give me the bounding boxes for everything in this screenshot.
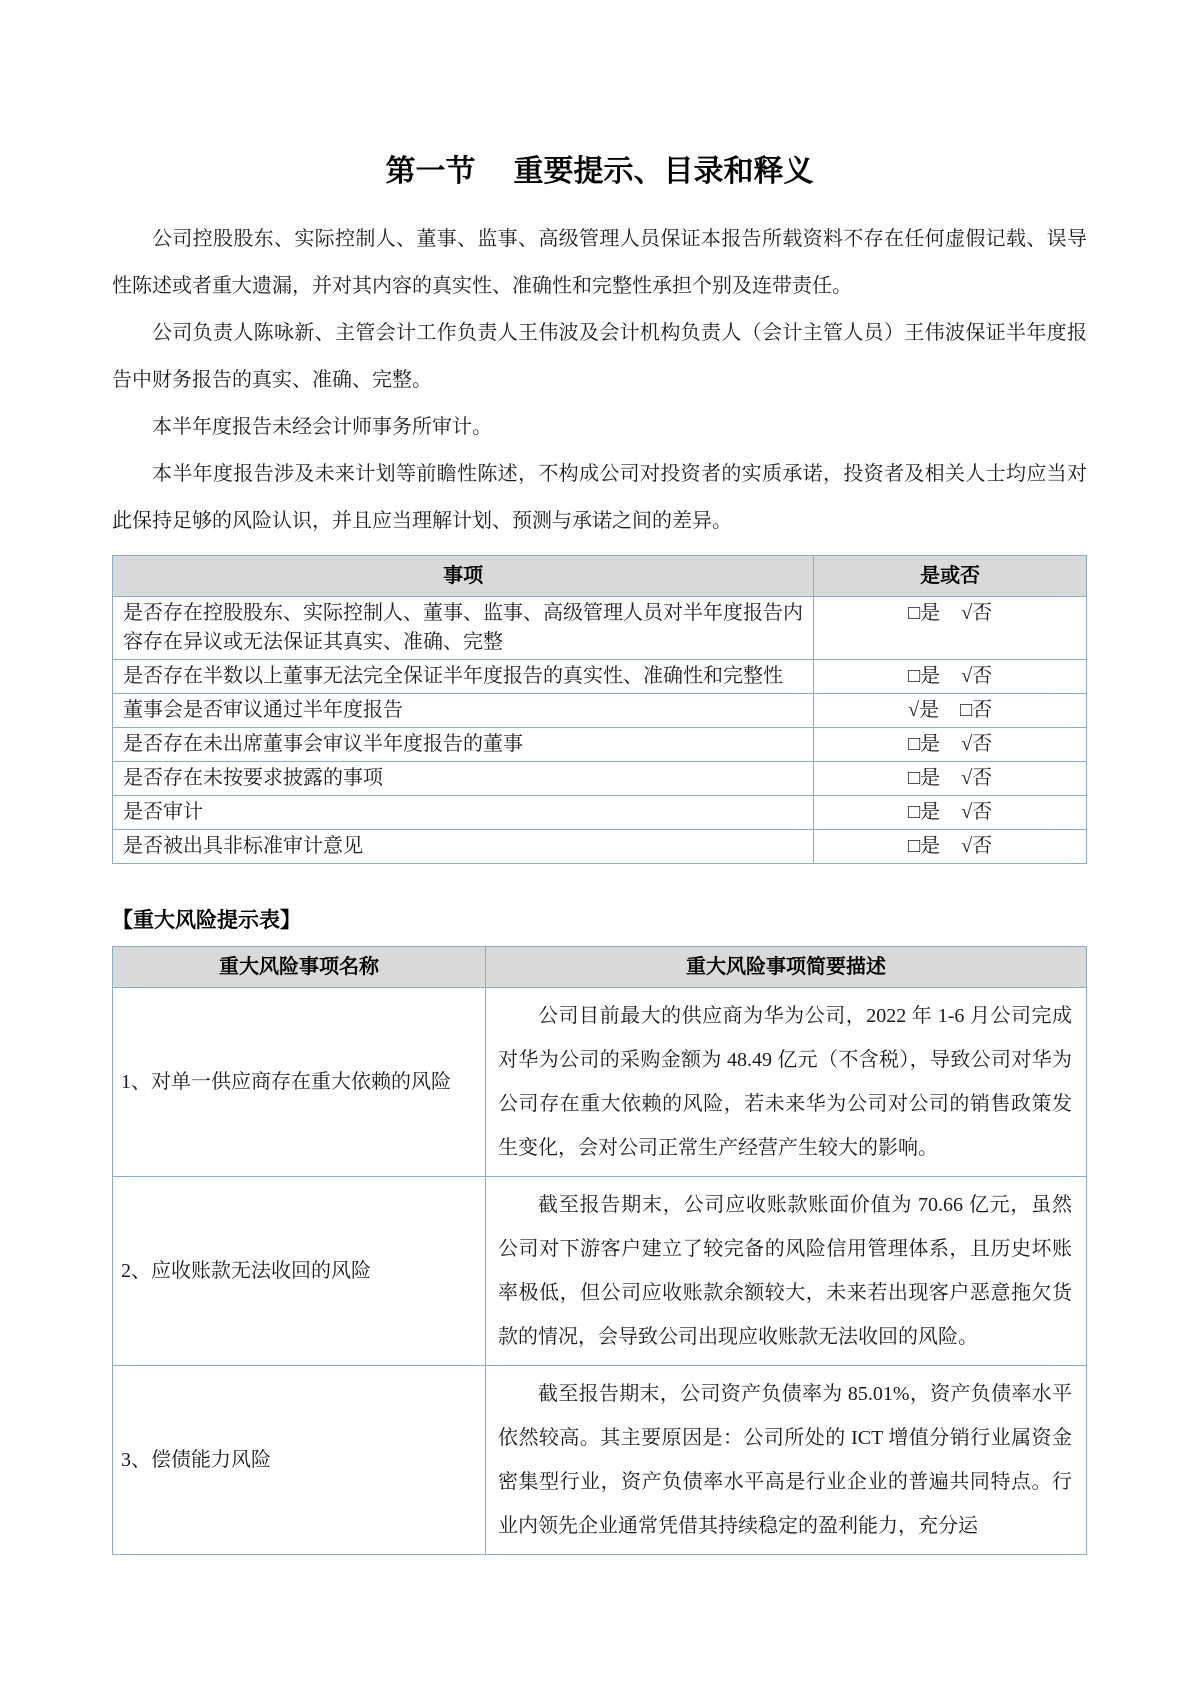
table-row (113, 694, 1087, 728)
matter-item-cell: 董事会是否审议通过半年度报告 (113, 694, 814, 728)
no-checkbox-option: √否 (961, 665, 993, 687)
matter-item-cell: 是否存在控股股东、实际控制人、董事、监事、高级管理人员对半年度报告内容存在异议或无法保证其真实、准确、完整 (113, 597, 814, 660)
matter-item-cell: 是否被出具非标准审计意见 (113, 830, 814, 864)
yes-checkbox-option: √是 (908, 699, 940, 721)
risk-col-name-header: 重大风险事项名称 (113, 947, 486, 988)
paragraph: 本半年度报告涉及未来计划等前瞻性陈述，不构成公司对投资者的实质承诺，投资者及相关人士均应当对此保持足够的风险认识，并且应当理解计划、预测与承诺之间的差异。 (112, 463, 1087, 532)
yes-checkbox-option: □是 (908, 733, 941, 755)
risk-name-cell: 2、应收账款无法收回的风险 (113, 1177, 486, 1366)
no-checkbox-option: √否 (961, 733, 993, 755)
intro-paragraphs (112, 216, 1087, 545)
risk-col-desc-header: 重大风险事项简要描述 (486, 947, 1087, 988)
paragraph: 本半年度报告未经会计师事务所审计。 (152, 416, 492, 438)
matter-answer-cell (814, 830, 1087, 864)
yes-checkbox-option: □是 (908, 767, 941, 789)
risk-desc-cell: 截至报告期末，公司应收账款账面价值为 70.66 亿元，虽然公司对下游客户建立了较完备的风险信用管理体系，且历史坏账率极低，但公司应收账款余额较大，未来若出现客户恶意拖欠货款的情况，会导致公司出现应收账款无法收回的风险。 (486, 1177, 1087, 1366)
page-title (112, 152, 1087, 192)
no-checkbox-option: √否 (961, 767, 993, 789)
risk-desc-cell: 公司目前最大的供应商为华为公司，2022 年 1-6 月公司完成对华为公司的采购金额为 48.49 亿元（不含税），导致公司对华为公司存在重大依赖的风险，若未来华为公司对公司的销售政策发生变化，会对公司正常生产经营产生较大的影响。 (486, 988, 1087, 1177)
table-row (113, 1366, 1087, 1555)
matters-table-header-row (113, 556, 1087, 597)
risk-name-cell: 1、对单一供应商存在重大依赖的风险 (113, 988, 486, 1177)
table-row (113, 830, 1087, 864)
no-checkbox-option: √否 (961, 602, 993, 624)
table-row (113, 988, 1087, 1177)
matter-item-cell: 是否审计 (113, 796, 814, 830)
matter-item-cell: 是否存在未出席董事会审议半年度报告的董事 (113, 728, 814, 762)
table-row (113, 762, 1087, 796)
matters-col-item-header: 事项 (113, 556, 814, 597)
matters-table (112, 555, 1087, 864)
section-label: 第一节 (385, 155, 476, 188)
paragraph: 公司负责人陈咏新、主管会计工作负责人王伟波及会计机构负责人（会计主管人员）王伟波保证半年度报告中财务报告的真实、准确、完整。 (112, 322, 1087, 391)
matter-answer-cell (814, 762, 1087, 796)
risk-name-cell: 3、偿债能力风险 (113, 1366, 486, 1555)
matter-item-cell: 是否存在半数以上董事无法完全保证半年度报告的真实性、准确性和完整性 (113, 660, 814, 694)
matter-answer-cell (814, 796, 1087, 830)
yes-checkbox-option: □是 (908, 602, 941, 624)
no-checkbox-option: □否 (960, 699, 993, 721)
table-row (113, 728, 1087, 762)
risk-desc-cell: 截至报告期末，公司资产负债率为 85.01%，资产负债率水平依然较高。其主要原因是：公司所处的 ICT 增值分销行业属资金密集型行业，资产负债率水平高是行业企业的普遍共同特点。行业内领先企业通常凭借其持续稳定的盈利能力，充分运 (486, 1366, 1087, 1555)
table-row (113, 1177, 1087, 1366)
no-checkbox-option: √否 (961, 801, 993, 823)
no-checkbox-option: √否 (961, 835, 993, 857)
table-row (113, 660, 1087, 694)
yes-checkbox-option: □是 (908, 835, 941, 857)
matter-answer-cell (814, 728, 1087, 762)
matters-col-answer-header: 是或否 (814, 556, 1087, 597)
table-row (113, 597, 1087, 660)
risk-table (112, 946, 1087, 1555)
yes-checkbox-option: □是 (908, 801, 941, 823)
table-row (113, 796, 1087, 830)
matter-answer-cell (814, 597, 1087, 660)
yes-checkbox-option: □是 (908, 665, 941, 687)
matter-answer-cell (814, 694, 1087, 728)
paragraph: 公司控股股东、实际控制人、董事、监事、高级管理人员保证本报告所载资料不存在任何虚假记载、误导性陈述或者重大遗漏，并对其内容的真实性、准确性和完整性承担个别及连带责任。 (112, 228, 1087, 297)
matter-answer-cell (814, 660, 1087, 694)
title-text: 重要提示、目录和释义 (513, 155, 814, 188)
risk-table-header-row (113, 947, 1087, 988)
matter-item-cell: 是否存在未按要求披露的事项 (113, 762, 814, 796)
risk-section-heading: 【重大风险提示表】 (112, 909, 301, 932)
